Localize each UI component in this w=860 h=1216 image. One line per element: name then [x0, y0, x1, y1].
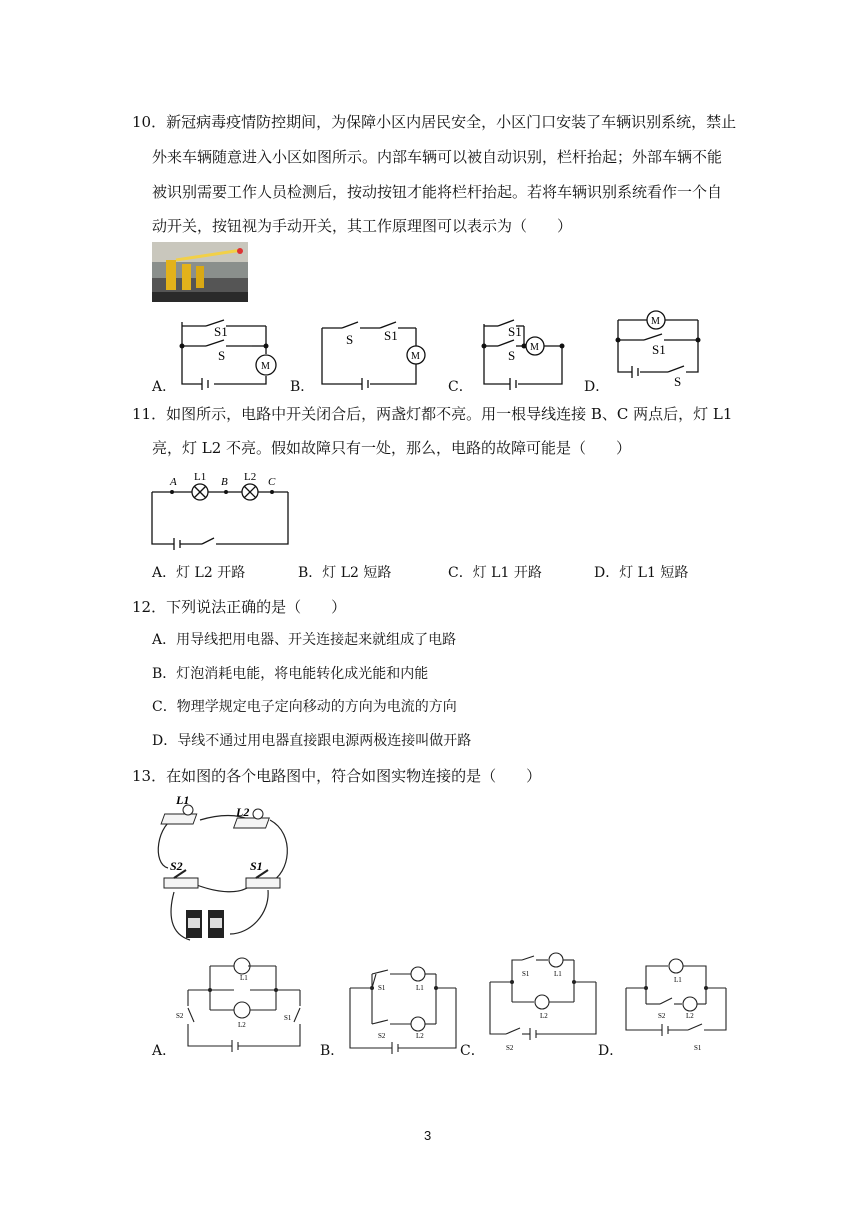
- motor-label: M: [261, 361, 270, 372]
- motor-label: M: [411, 351, 420, 362]
- switch-s1-label: S1: [694, 1044, 702, 1052]
- point-a-label: A: [170, 476, 177, 488]
- q11-option-b: B．灯 L2 短路: [298, 565, 392, 581]
- barrier-gate-photo: [152, 242, 248, 302]
- motor-label: M: [651, 316, 660, 327]
- label-s1: S1: [652, 342, 666, 357]
- q11-line-2: 亮，灯 L2 不亮。假如故障只有一处，那么，电路的故障可能是（ ）: [152, 439, 632, 457]
- lamp-l2-label: L2: [416, 1032, 424, 1040]
- switch-s1-label: S1: [378, 984, 386, 992]
- point-c-label: C: [268, 476, 276, 488]
- lamp-l2-label: L2: [686, 1012, 694, 1020]
- q13-circuit-b: [346, 958, 460, 1054]
- photo-s1-label: S1: [250, 859, 263, 873]
- q12-line-1: 12．下列说法正确的是（ ）: [132, 598, 347, 616]
- q10-option-b-label: B．: [290, 379, 315, 395]
- q10-line-3: 被识别需要工作人员检测后，按动按钮才能将栏杆抬起。若将车辆识别系统看作一个自: [152, 183, 723, 201]
- page-number: 3: [424, 1128, 432, 1143]
- lamp-l1-label: L1: [416, 984, 424, 992]
- q13-circuit-c: [486, 950, 600, 1054]
- q11-line-1: 11．如图所示，电路中开关闭合后，两盏灯都不亮。用一根导线连接 B、C 两点后，灯 L1: [132, 405, 733, 423]
- q13-physical-circuit-photo: [150, 794, 296, 946]
- q13-line-1: 13．在如图的各个电路图中，符合如图实物连接的是（ ）: [132, 767, 542, 785]
- q10-line-4: 动开关，按钮视为手动开关，其工作原理图可以表示为（ ）: [152, 217, 573, 235]
- q11-circuit: [150, 470, 292, 550]
- switch-s2-label: S2: [176, 1012, 184, 1020]
- q11-option-c: C．灯 L1 开路: [448, 565, 542, 581]
- switch-s2-label: S2: [506, 1044, 514, 1052]
- lamp-l2-label: L2: [540, 1012, 548, 1020]
- q10-circuit-a: [176, 318, 280, 390]
- q10-circuit-c: [478, 318, 568, 390]
- photo-l1-label: L1: [176, 794, 190, 807]
- q13-option-a-label: A．: [152, 1043, 177, 1059]
- q13-option-d-label: D．: [598, 1043, 624, 1059]
- q13-circuit-a: [176, 956, 304, 1054]
- photo-l2-label: L2: [236, 805, 250, 819]
- q12-option-c: C．物理学规定电子定向移动的方向为电流的方向: [152, 699, 457, 715]
- lamp-l2-label: L2: [244, 471, 257, 483]
- point-b-label: B: [221, 476, 228, 488]
- q12-option-a: A．用导线把用电器、开关连接起来就组成了电路: [152, 632, 457, 648]
- q13-circuit-d: [622, 956, 730, 1054]
- q10-circuit-d: [612, 308, 708, 388]
- q10-circuit-b: [318, 318, 428, 390]
- q10-option-d-label: D．: [584, 379, 610, 395]
- label-s1: S1: [384, 328, 398, 343]
- q10-line-2: 外来车辆随意进入小区如图所示。内部车辆可以被自动识别，栏杆抬起；外部车辆不能: [152, 148, 723, 166]
- lamp-l1-label: L1: [240, 974, 248, 982]
- q11-option-d: D．灯 L1 短路: [594, 565, 689, 581]
- switch-s1-label: S1: [284, 1014, 292, 1022]
- switch-s1-label: S1: [522, 970, 530, 978]
- label-s: S: [508, 348, 516, 363]
- photo-s2-label: S2: [170, 859, 183, 873]
- q11-option-a: A．灯 L2 开路: [152, 565, 246, 581]
- label-s1: S1: [508, 324, 522, 339]
- lamp-l2-label: L2: [238, 1021, 246, 1029]
- switch-s2-label: S2: [378, 1032, 386, 1040]
- q12-option-d: D．导线不通过用电器直接跟电源两极连接叫做开路: [152, 733, 472, 749]
- q10-line-1: 10．新冠病毒疫情防控期间，为保障小区内居民安全，小区门口安装了车辆识别系统，禁止: [132, 113, 737, 131]
- q13-option-c-label: C．: [460, 1043, 485, 1059]
- label-s: S: [674, 374, 682, 388]
- motor-label: M: [530, 342, 539, 353]
- q10-option-c-label: C．: [448, 379, 473, 395]
- lamp-l1-label: L1: [674, 976, 682, 984]
- q13-option-b-label: B．: [320, 1043, 345, 1059]
- label-s: S: [346, 332, 354, 347]
- switch-s2-label: S2: [658, 1012, 666, 1020]
- lamp-l1-label: L1: [554, 970, 562, 978]
- label-s1: S1: [214, 324, 228, 339]
- q12-option-b: B．灯泡消耗电能，将电能转化成光能和内能: [152, 666, 429, 682]
- q10-option-a-label: A．: [152, 379, 177, 395]
- label-s: S: [218, 348, 226, 363]
- lamp-l1-label: L1: [194, 471, 207, 483]
